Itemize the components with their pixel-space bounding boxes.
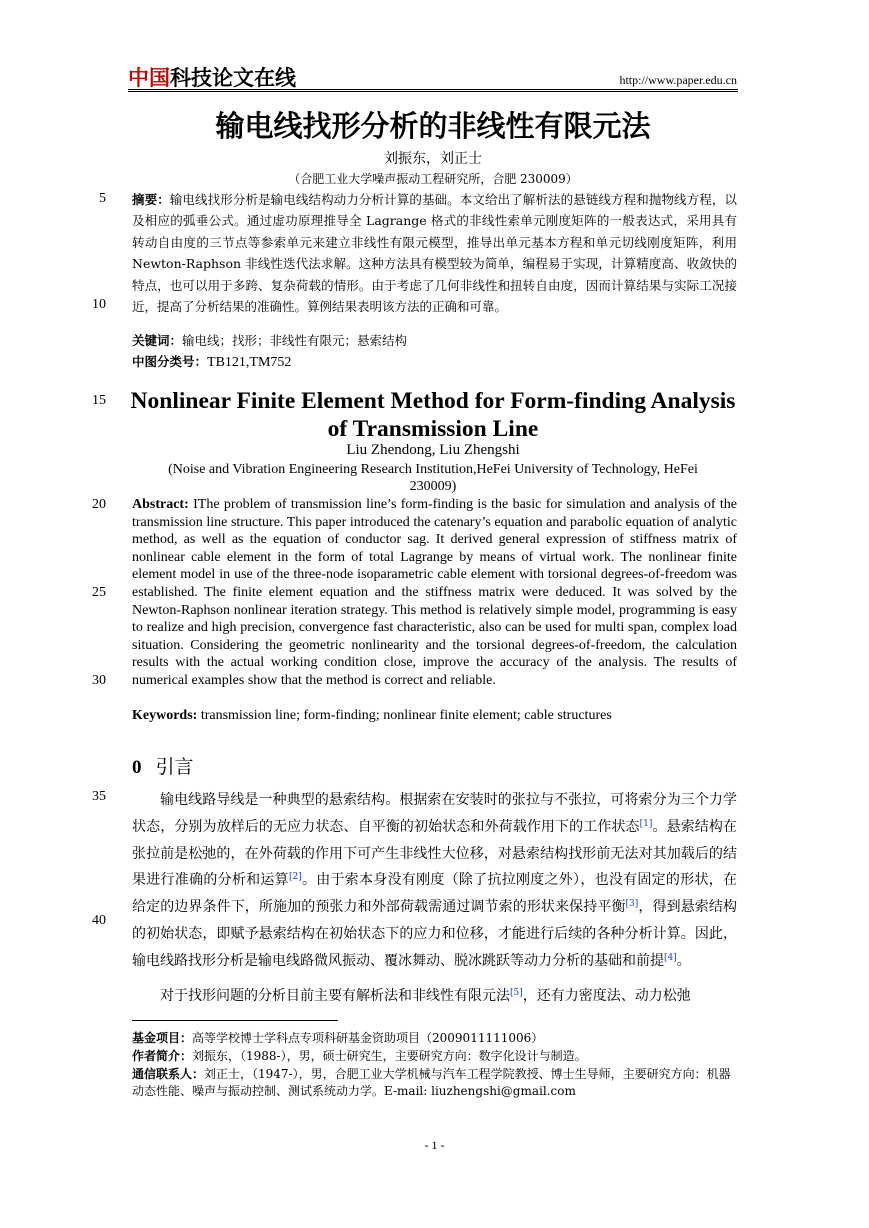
footnote-text: 刘振东，（1988-），男，硕士研究生，主要研究方向：数字化设计与制造。 (192, 1049, 587, 1063)
body-text: 输电线路导线是一种典型的悬索结构。根据索在安装时的张拉与不张拉，可将索分为三个力学状态，分别为放样后的无应力状态、自平衡的初始状态和外荷载作用下的工作状态 (132, 792, 737, 835)
en-abstract-text: IThe problem of transmission line’s form-finding is the basic for simulation and analysis of the transmission line structure. This paper introduced the catenary’s equation and parabolic equation of analytic method, as well as the equation of conductor sag. It derived general expression of stiffness matrix of nonlinear cable element in the form of total Lagrange by means of virtual work. The nonlinear finite element model in use of the three-node isoparametric cable element with torsional degrees-of-freedom was established. The finite element equation and the stiffness matrix were deduced. It was solved by the Newton-Raphson nonlinear iteration strategy. This method is relatively simple model, programming is easy to realize and high precision, convergence fast characteristic, also can be used for multi span, complex load situation. Considering the geometric nonlinearity and the torsional degrees-of-freedom, the calculation results with the actual working condition close, improve the accuracy of the analysis. The results of numerical examples show that the method is correct and reliable. (132, 497, 737, 688)
en-keywords (132, 708, 737, 724)
header-rule-thin (128, 91, 738, 92)
footnote-label: 基金项目： (132, 1031, 193, 1045)
footnote-text: 高等学校博士学科点专项科研基金资助项目（2009011111006） (192, 1031, 544, 1045)
cn-keywords-text: 输电线；找形；非线性有限元；悬索结构 (182, 333, 408, 348)
en-abstract (132, 496, 737, 690)
cn-abstract-text: 输电线找形分析是输电线结构动力分析计算的基础。本文给出了解析法的悬链线方程和抛物线方程，以及相应的弧垂公式。通过虚功原理推导全 Lagrange 格式的非线性索单元刚度矩阵的一般表达式，采用具有转动自由度的三节点等参索单元来建立非线性有限元模型，推导出单元基本方程和单元切线刚度矩阵，利用 Newton-Raphson 非线性迭代法求解。这种方法具有模型较为简单，编程易于实现，计算精度高、收敛快的特点，也可以用于多跨、复杂荷载的情形。由于考虑了几何非线性和扭转自由度，因而计算结果与实际工况接近，提高了分析结果的准确性。算例结果表明该方法的正确和可靠。 (132, 192, 737, 315)
header-rule (128, 89, 738, 90)
citation-link[interactable]: [4] (664, 952, 677, 963)
line-number: 30 (92, 673, 106, 688)
citation-link[interactable]: [3] (625, 899, 639, 910)
en-keywords-text: transmission line; form-finding; nonlinear finite element; cable structures (197, 708, 612, 723)
cn-abstract-label: 摘要： (132, 192, 170, 207)
en-keywords-label: Keywords: (132, 708, 198, 723)
footnote-fund (132, 1030, 737, 1047)
en-affiliation: (Noise and Vibration Engineering Research Institution,HeFei University of Technology, HeFei 230009) (168, 462, 698, 494)
logo-red-text: 中国 (128, 66, 170, 90)
cn-class-label: 中图分类号： (132, 354, 208, 369)
line-number: 15 (92, 393, 106, 408)
en-title: Nonlinear Finite Element Method for Form-finding Analysis of Transmission Line (130, 388, 736, 442)
citation-link[interactable]: [2] (288, 872, 302, 883)
line-number: 25 (92, 585, 106, 600)
section-number: 0 (132, 757, 142, 778)
logo-black-text: 科技论文在线 (170, 66, 296, 90)
section-title: 引言 (155, 756, 194, 778)
body-text: 。由于索本身没有刚度（除了抗拉刚度之外），也没有固定的形状，在给定的边界条件下，所施加的预张力和外部荷载需通过调节索的形状来保持平衡 (132, 872, 738, 916)
line-number: 35 (92, 789, 106, 804)
cn-classification (132, 352, 737, 371)
footnote-text: 刘正士，（1947-），男，合肥工业大学机械与汽车工程学院教授、博士生导师，主要研究方向：机器动态性能、噪声与振动控制、测试系统动力学。E-mail: liuzhengshi@gmail.com (132, 1067, 731, 1098)
journal-logo (128, 62, 296, 92)
line-number: 40 (92, 913, 106, 928)
body-paragraph (132, 787, 737, 975)
cn-title: 输电线找形分析的非线性有限元法 (215, 109, 651, 143)
body-paragraph (132, 983, 737, 1010)
citation-link[interactable]: [1] (639, 818, 653, 829)
footnote-author (132, 1048, 737, 1065)
en-abstract-label: Abstract: (132, 497, 189, 512)
footnote-contact (132, 1066, 737, 1100)
footnote-label: 作者简介： (132, 1049, 193, 1063)
page-number: - 1 - (424, 1138, 445, 1152)
citation-link[interactable]: [5] (510, 988, 523, 998)
en-authors: Liu Zhendong, Liu Zhengshi (346, 442, 520, 458)
cn-authors: 刘振东，刘正士 (384, 151, 482, 167)
body-text: 。悬索结构在张拉前是松弛的，在外荷载的作用下可产生非线性大位移，对悬索结构找形前无法对其加载后的结果进行准确的分析和运算 (132, 818, 737, 889)
cn-keywords-label: 关键词： (132, 333, 183, 348)
body-text: 。 (676, 952, 691, 969)
cn-class-value: TB121,TM752 (207, 355, 292, 370)
cn-keywords (132, 331, 737, 349)
cn-affiliation: （合肥工业大学噪声振动工程研究所，合肥 230009） (288, 172, 578, 186)
body-text: 对于找形问题的分析目前主要有解析法和非线性有限元法 (160, 988, 510, 1004)
cn-abstract (132, 189, 737, 317)
body-text: ，得到悬索结构的初始状态，即赋予悬索结构在初始状态下的应力和位移，才能进行后续的各种分析计算。因此，输电线路找形分析是输电线路微风振动、覆冰舞动、脱冰跳跃等动力分析的基础和前提 (132, 899, 738, 969)
section-heading (132, 752, 194, 779)
line-number: 5 (99, 191, 106, 206)
footnote-rule (132, 1020, 338, 1021)
footnote-label: 通信联系人： (132, 1067, 205, 1081)
line-number: 10 (92, 297, 106, 312)
line-number: 20 (92, 497, 106, 512)
header-url[interactable]: http://www.paper.edu.cn (619, 73, 737, 87)
body-text: ，还有力密度法、动力松弛 (522, 988, 691, 1004)
